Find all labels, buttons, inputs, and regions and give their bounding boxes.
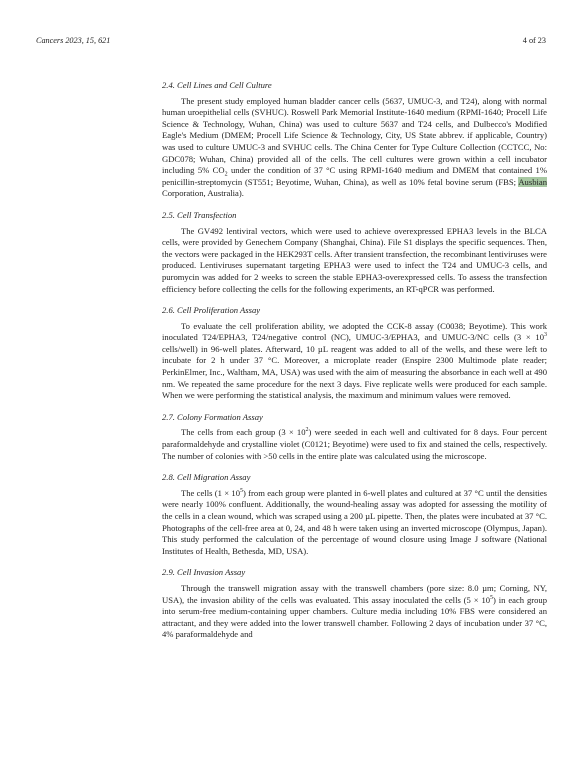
section-cell-lines [162, 80, 547, 200]
section-title: 2.9. Cell Invasion Assay [162, 567, 246, 578]
section-title: 2.5. Cell Transfection [162, 209, 237, 220]
paragraph: Through the transwell migration assay with the transwell chambers (pore size: 8.0 µm; Corning, NY, USA), the invasion ability of the cells was evaluated. This assay inoculated the cells $(5 \times 10^5)$ in each group into serum-free medium-containing upper chambers. Culture media including 10% FBS were considered an attractant, and they were added into the lower transwell chamber. Following 2 days of incubation under 37 °C, 4% paraformaldehyde and [162, 582, 548, 640]
section-title: 2.6. Cell Proliferation Assay [162, 305, 261, 316]
section-title: 2.4. Cell Lines and Cell Culture [162, 80, 272, 90]
section-title: 2.7. Colony Formation Assay [162, 411, 263, 422]
running-header [36, 36, 546, 45]
paragraph: The cells $(1 \times 10^5)$ from each group were planted in 6-well plates and cultured at 37 °C until the densities were nearly 100% confluent. Additionally, the wound-healing assay was adopted for assessing the motility of the cells in a clean wound, which was scraped using a 200 µL pipette. Then, the plates were incubated at 37 °C. Photographs of the cell-free area at 0, 24, and 48 h were taken using an inverted microscope (Olympus, Japan). This study performed the calculation of the percentage of wound closure using Image J software (National Institutes of Health, Bethesda, MD, USA). [162, 487, 548, 556]
paragraph: The GV492 lentiviral vectors, which were used to achieve overexpressed EPHA3 levels in the BLCA cells, were provided by Genechem Company (Shanghai, China). File S1 displays the specific sequences. Then, the vectors were packaged in the HEK293T cells. After transient transfection, the recombinant lentiviruses were produced. Lentiviruses supernatant targeting EPHA3 were used to infect the T24 and UMUC-3 cells, and puromycin was added for 2 weeks to screen the stable EPHA3-overexpressed cells. To assess the transfection efficiency before collecting the cells for the following experiments, an RT-qPCR was performed. [162, 225, 547, 294]
section-colony-formation [162, 412, 547, 462]
journal-citation: Cancers 2023, 15, 621 [36, 36, 111, 45]
section-cell-transfection [162, 210, 547, 295]
section-title: 2.8. Cell Migration Assay [162, 472, 251, 483]
section-cell-proliferation [162, 305, 547, 402]
section-cell-invasion [162, 567, 547, 641]
highlighted-text: Ausbian [518, 176, 547, 187]
page-number: 4 of 23 [522, 36, 546, 45]
paragraph: The present study employed human bladder cancer cells (5637, UMUC-3, and T24), along with normal human uroepithelial cells (SVHUC). Roswell Park Memorial Institute-1640 medium (RPMI-1640; Procell Life Science & Technology, Wuhan, China) was used to culture 5637 and T24 cells, and Dulbecco's Modified Eagle's Medium (DMEM; Procell Life Science & Technology, City, US State abbrev. if applicable, Country) was used to culture UMUC-3 and SVHUC cells. The China Center for Type Culture Collection (CCTCC, No: GDC078; Wuhan, China) provided all of the cells. The cell cultures were grown within a cell incubator including 5% $CO_2$ under the condition of 37 °C using RPMI-1640 medium and DMEM that contained 1% penicillin-streptomycin (ST551; Beyotime, Wuhan, China), as well as 10% fetal bovine serum (FBS; Ausbian Corporation, Australia). [162, 95, 547, 199]
section-cell-migration [162, 472, 547, 557]
article-body [162, 80, 547, 651]
paragraph: To evaluate the cell proliferation ability, we adopted the CCK-8 assay (C0038; Beyotime). This work inoculated T24/EPHA3, T24/negative control (NC), UMUC-3/EPHA3, and UMUC-3/NC cells ($3 \times 10^3$ cells/well) in 96-well plates. Afterward, 10 µL reagent was added to all of the wells, and these were left to incubate for 2 h under 37 °C. Moreover, a microplate reader (Enspire 2300 Multimode plate reader; PerkinElmer, Inc., Waltham, MA, USA) was used with the aim of measuring the absorbance in each well at 490 nm. We repeated the same procedure for the next 3 days. Five replicate wells were produced for each sample. When we were performing the statistical analysis, the maximum and minimum values were removed. [162, 320, 547, 401]
paragraph: The cells from each group $(3 \times 10^2)$ were seeded in each well and cultivated for 8 days. Four percent paraformaldehyde and crystalline violet (C0121; Beyotime) were used to fix and stained the cells, respectively. The number of colonies with >50 cells in the entire plate was calculated using the microscope. [162, 427, 547, 461]
